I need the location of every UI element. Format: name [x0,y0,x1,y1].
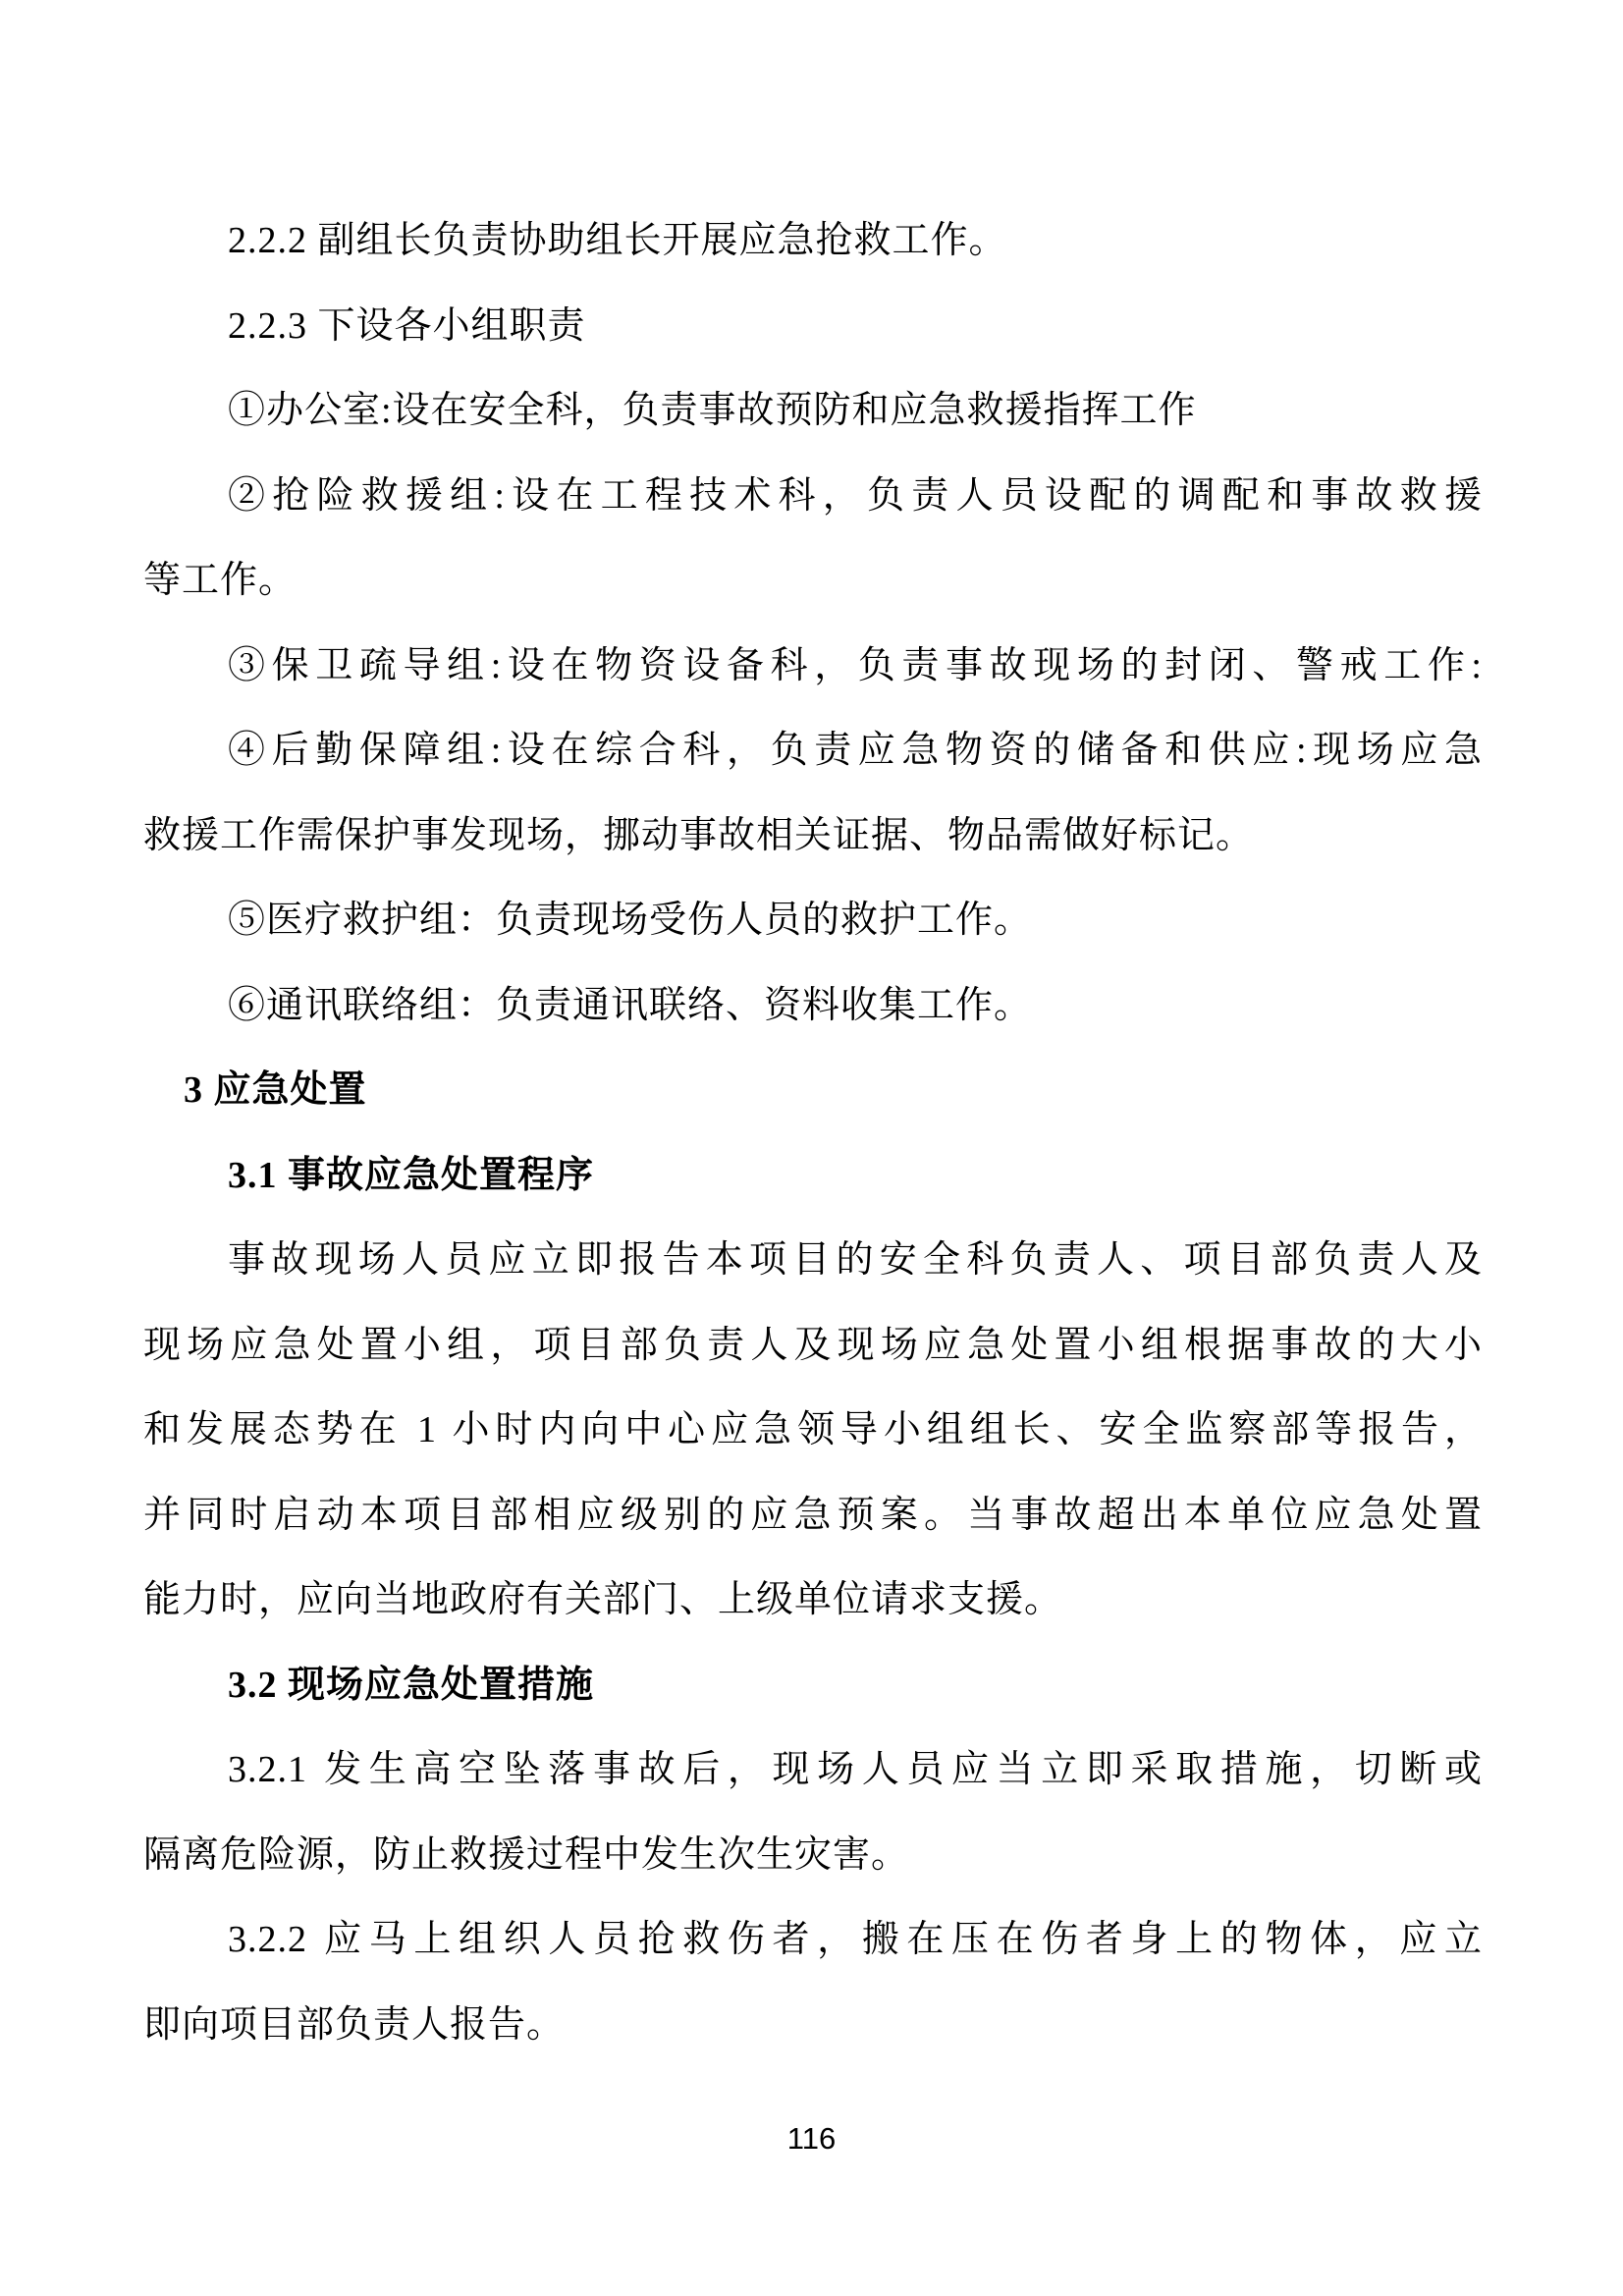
text-line: 事故现场人员应立即报告本项目的安全科负责人、项目部负责人及 [228,1239,1483,1281]
document-body [143,198,1483,2067]
page-number: 116 [786,2121,837,2156]
text-line: ③保卫疏导组:设在物资设备科，负责事故现场的封闭、警戒工作: [228,644,1483,686]
text-line: ⑥通讯联络组：负责通讯联络、资料收集工作。 [228,984,1033,1026]
text-line: ⑤医疗救护组：负责现场受伤人员的救护工作。 [228,900,1033,941]
text-line: 现场应急处置小组，项目部负责人及现场应急处置小组根据事故的大小 [143,1324,1483,1366]
text-line: 2.2.2 副组长负责协助组长开展应急抢救工作。 [228,220,1007,261]
text-line: 隔离危险源，防止救援过程中发生次生灾害。 [143,1833,910,1876]
text-line: 2.2.3 下设各小组职责 [228,304,586,347]
text-line: 3 应急处置 [184,1069,367,1111]
text-line: 3.2 现场应急处置措施 [228,1664,595,1706]
text-line: 和发展态势在 1 小时内向中心应急领导小组组长、安全监察部等报告， [143,1409,1483,1450]
text-line: ②抢险救援组:设在工程技术科，负责人员设配的调配和事故救援 [228,474,1483,517]
text-line: 3.1 事故应急处置程序 [228,1154,595,1196]
text-line: 3.2.1 发生高空坠落事故后，现场人员应当立即采取措施，切断或 [228,1749,1483,1790]
text-line: 即向项目部负责人报告。 [143,2003,566,2046]
text-line: 并同时启动本项目部相应级别的应急预案。当事故超出本单位应急处置 [143,1494,1483,1536]
text-line: ①办公室:设在安全科，负责事故预防和应急救援指挥工作 [228,390,1197,431]
text-line: 3.2.2 应马上组织人员抢救伤者，搬在压在伤者身上的物体，应立 [228,1919,1483,1960]
text-line: 等工作。 [143,560,298,601]
text-line: ④后勤保障组:设在综合科，负责应急物资的储备和供应:现场应急 [228,730,1483,771]
text-line: 救援工作需保护事发现场，挪动事故相关证据、物品需做好标记。 [143,814,1255,856]
text-line: 能力时，应向当地政府有关部门、上级单位请求支援。 [143,1579,1063,1620]
